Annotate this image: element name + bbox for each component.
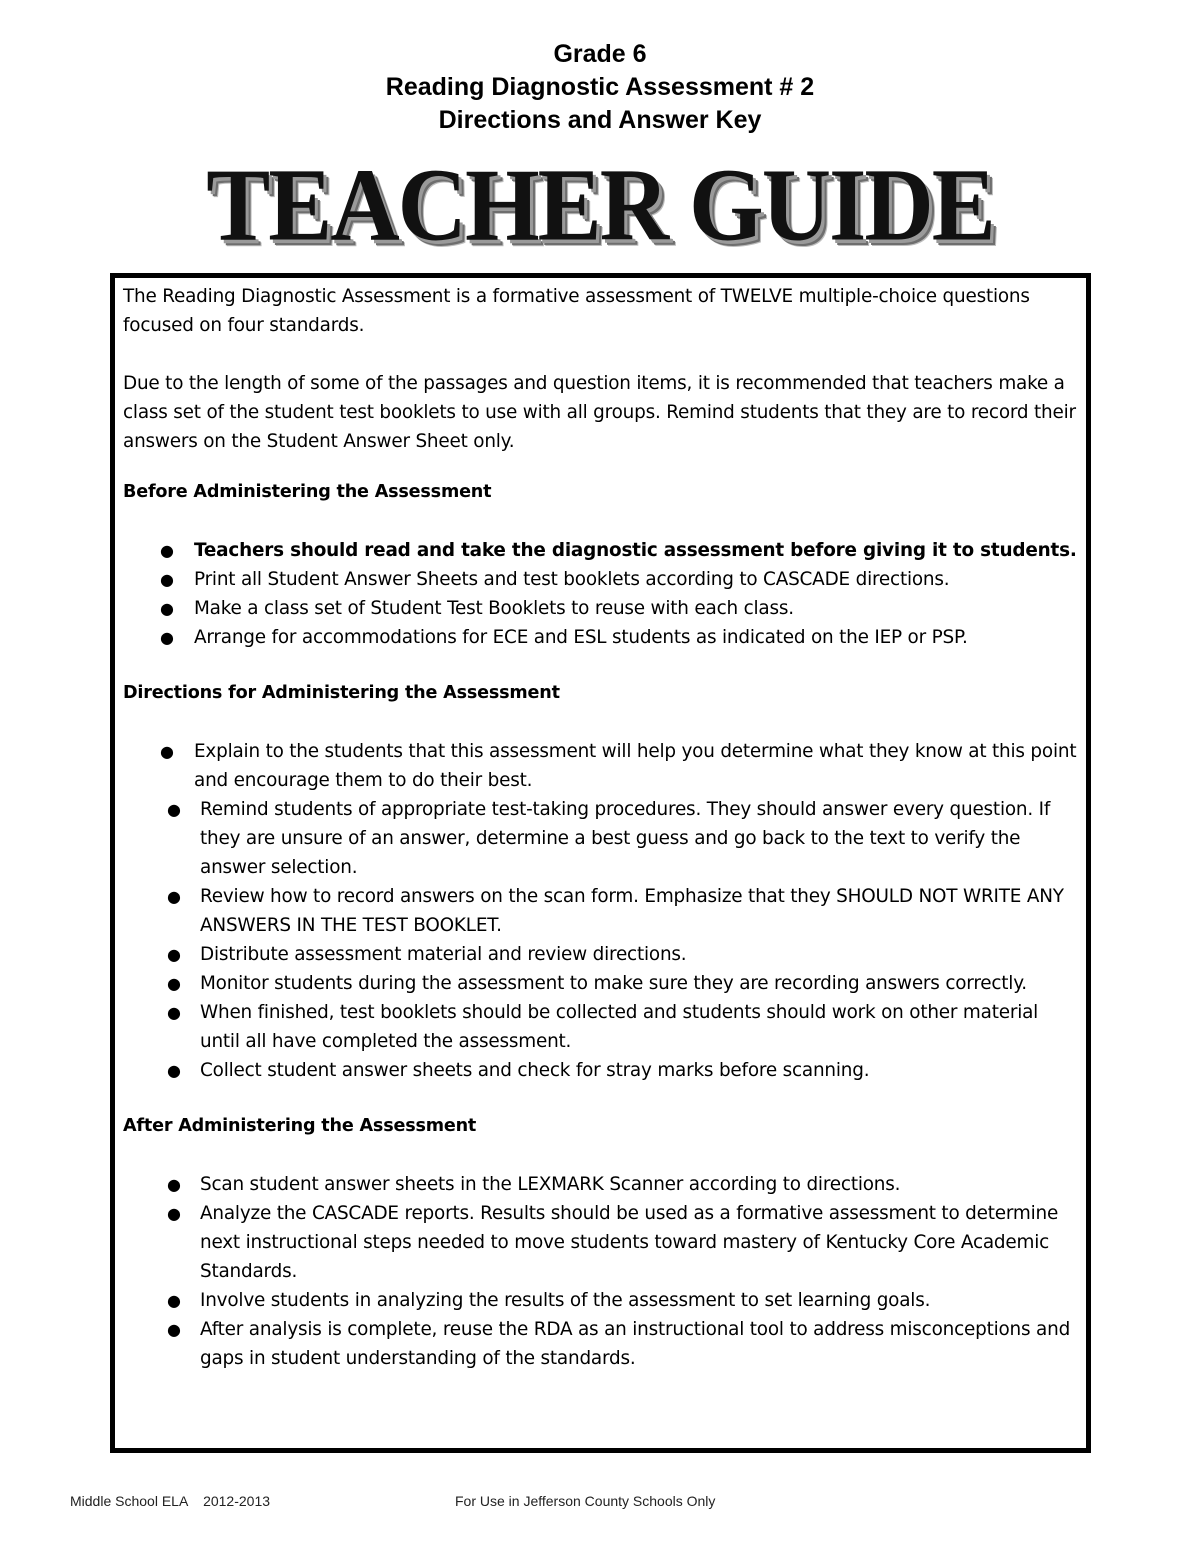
list-item: ● Scan student answer sheets in the LEXMARK Scanner according to directions. <box>123 1170 1078 1199</box>
bullet-icon: ● <box>167 945 181 964</box>
list-item: ● Arrange for accommodations for ECE and ESL students as indicated on the IEP or PSP. <box>123 623 1078 652</box>
footer-right: For Use in Jefferson County Schools Only <box>455 1493 716 1509</box>
bullet-icon: ● <box>160 541 174 560</box>
bullet-icon: ● <box>167 1320 181 1339</box>
list-item: ● Make a class set of Student Test Booklets to reuse with each class. <box>123 594 1078 623</box>
list-item: ● Teachers should read and take the diagnostic assessment before giving it to students. <box>123 536 1078 565</box>
document-header <box>0 38 1200 137</box>
bullet-icon: ● <box>167 1003 181 1022</box>
bullet-icon: ● <box>167 1175 181 1194</box>
bullet-icon: ● <box>167 800 181 819</box>
before-heading: Before Administering the Assessment <box>123 482 492 502</box>
bullet-icon: ● <box>167 1204 181 1223</box>
directions-heading: Directions for Administering the Assessment <box>123 683 560 703</box>
list-item: ● After analysis is complete, reuse the RDA as an instructional tool to address misconceptions and gaps in student understanding of the standards. <box>123 1315 1078 1373</box>
list-item: ● Review how to record answers on the scan form. Emphasize that they SHOULD NOT WRITE ANY ANSWERS IN THE TEST BOOKLET. <box>123 882 1078 940</box>
list-item: ● Monitor students during the assessment to make sure they are recording answers correctly. <box>123 969 1078 998</box>
subtitle: Directions and Answer Key <box>438 106 762 134</box>
bullet-icon: ● <box>167 1061 181 1080</box>
after-list <box>123 1170 1078 1373</box>
bullet-icon: ● <box>160 742 174 761</box>
list-item: ● Remind students of appropriate test-taking procedures. They should answer every question. If they are unsure of an answer, determine a best guess and go back to the text to verify the answer selection. <box>123 795 1078 882</box>
assessment-title: Reading Diagnostic Assessment # 2 <box>385 73 815 101</box>
directions-list <box>123 737 1078 1085</box>
bullet-icon: ● <box>167 1291 181 1310</box>
bullet-icon: ● <box>160 599 174 618</box>
grade-title: Grade 6 <box>553 40 647 68</box>
before-list <box>123 536 1078 652</box>
bullet-icon: ● <box>167 974 181 993</box>
list-item: ● Print all Student Answer Sheets and test booklets according to CASCADE directions. <box>123 565 1078 594</box>
after-heading: After Administering the Assessment <box>123 1116 477 1136</box>
teacher-guide-banner: TEACHER GUIDE <box>206 146 994 263</box>
content-body <box>123 282 1078 1373</box>
footer-left: Middle School ELA 2012-2013 <box>70 1493 271 1509</box>
list-item: ● Collect student answer sheets and check for stray marks before scanning. <box>123 1056 1078 1085</box>
list-item: ● Analyze the CASCADE reports. Results should be used as a formative assessment to determine next instructional steps needed to move students toward mastery of Kentucky Core Academic Standards. <box>123 1199 1078 1286</box>
bullet-icon: ● <box>160 570 174 589</box>
bullet-icon: ● <box>160 628 174 647</box>
list-item: ● When finished, test booklets should be collected and students should work on other material until all have completed the assessment. <box>123 998 1078 1056</box>
intro-paragraph-1: The Reading Diagnostic Assessment is a formative assessment of TWELVE multiple-choice questions focused on four standards. <box>123 286 1030 336</box>
intro-paragraph-2: Due to the length of some of the passages and question items, it is recommended that teachers make a class set of the student test booklets to use with all groups. Remind students that they are to record their answers on the Student Answer Sheet only. <box>123 373 1076 452</box>
list-item: ● Involve students in analyzing the results of the assessment to set learning goals. <box>123 1286 1078 1315</box>
list-item: ● Explain to the students that this assessment will help you determine what they know at this point and encourage them to do their best. <box>123 737 1078 795</box>
list-item: ● Distribute assessment material and review directions. <box>123 940 1078 969</box>
bullet-icon: ● <box>167 887 181 906</box>
